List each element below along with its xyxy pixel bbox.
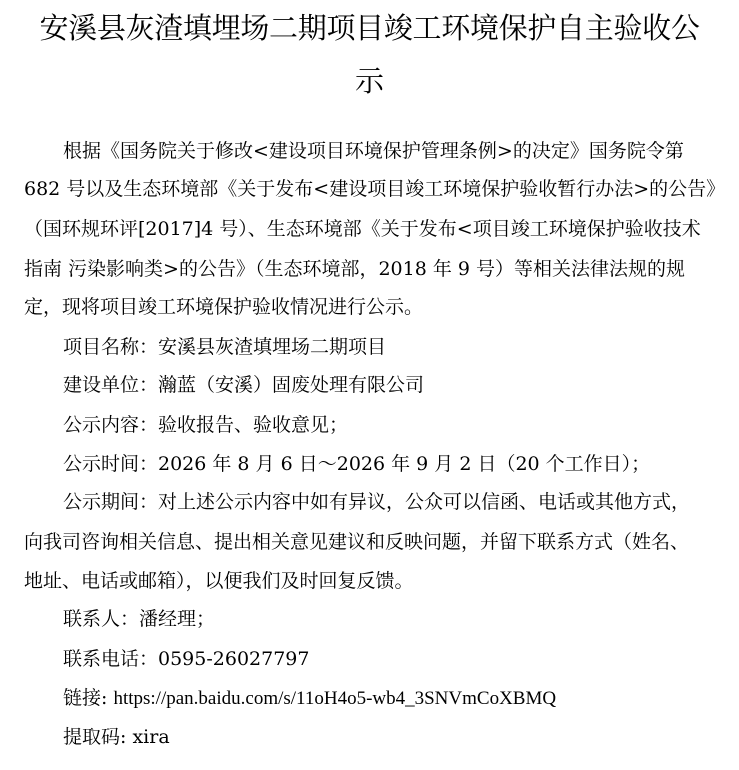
extraction-code: 提取码: xira [63, 726, 170, 748]
download-link-line [63, 683, 556, 713]
project-name: 项目名称：安溪县灰渣填埋场二期项目 [63, 336, 387, 358]
contact-person: 联系人：潘经理； [63, 608, 216, 630]
publicity-period-line-3: 地址、电话或邮箱），以便我们及时回复反馈。 [24, 570, 414, 592]
download-link-url[interactable]: https://pan.baidu.com/s/11oH4o5-wb4_3SNVmCoXBMQ [113, 688, 557, 709]
publicity-time: 公示时间：2026 年 8 月 6 日～2026 年 9 月 2 日（20 个工作日）； [63, 453, 651, 475]
intro-paragraph-line-5: 定，现将项目竣工环境保护验收情况进行公示。 [24, 296, 424, 318]
intro-paragraph-line-2: 682 号以及生态环境部《关于发布<建设项目竣工环境保护验收暂行办法>的公告》 [24, 178, 726, 200]
intro-paragraph-line-3: （国环规环评[2017]4 号）、生态环境部《关于发布<项目竣工环境保护验收技术 [24, 218, 701, 240]
contact-phone: 联系电话：0595-26027797 [63, 648, 310, 670]
construction-unit: 建设单位：瀚蓝（安溪）固废处理有限公司 [63, 374, 425, 396]
document-title-line-1: 安溪县灰渣填埋场二期项目竣工环境保护自主验收公 [39, 11, 700, 45]
intro-paragraph-line-1: 根据《国务院关于修改<建设项目环境保护管理条例>的决定》国务院令第 [63, 140, 684, 162]
intro-paragraph-line-4: 指南 污染影响类>的公告》（生态环境部，2018 年 9 号）等相关法律法规的规 [24, 258, 686, 280]
publicity-content: 公示内容：验收报告、验收意见； [63, 414, 349, 436]
publicity-period-line-2: 向我司咨询相关信息、提出相关意见建议和反映问题，并留下联系方式（姓名、 [24, 531, 690, 553]
link-label: 链接: [63, 687, 114, 709]
publicity-period-line-1: 公示期间：对上述公示内容中如有异议，公众可以信函、电话或其他方式， [63, 491, 691, 513]
document-title-line-2: 示 [354, 64, 384, 98]
